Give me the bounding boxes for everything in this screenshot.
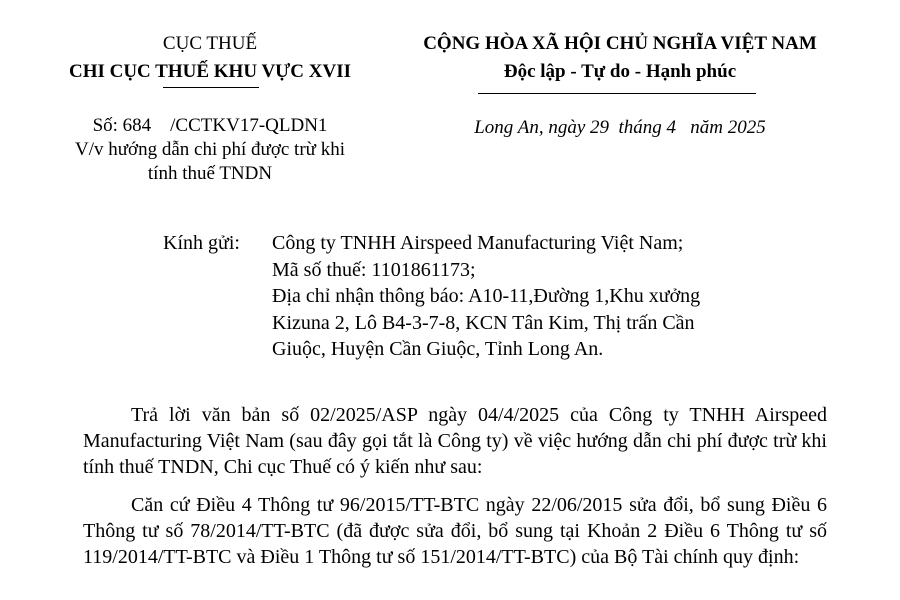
document-number: Số: 684 /CCTKV17-QLDN1 <box>92 115 328 136</box>
document-subject-line-1: V/v hướng dẫn chi phí được trừ khi <box>75 139 345 160</box>
national-header <box>385 30 855 86</box>
document-date: Long An, ngày 29 tháng 4 năm 2025 <box>474 117 766 138</box>
paragraph-2-text: Căn cứ Điều 4 Thông tư 96/2015/TT-BTC ngày 22/06/2015 sửa đổi, bổ sung Điều 6 Thông tư số 78/2014/TT-BTC (đã được sửa đổi, bổ sung tại Khoản 2 Điều 6 Thông tư số 119/2014/TT-BTC và Điều 1 Thông tư số 151/2014/TT-BTC) của Bộ Tài chính quy định: <box>83 494 827 568</box>
recipient-label: Kính gửi: <box>163 232 240 254</box>
document-subject-line-2: tính thuế TNDN <box>147 163 273 184</box>
national-motto: Độc lập - Tự do - Hạnh phúc <box>503 61 737 82</box>
body-paragraph-2 <box>83 492 827 570</box>
recipient-line: Kizuna 2, Lô B4-3-7-8, KCN Tân Kim, Thị trấn Cần <box>272 311 695 334</box>
issuer-header <box>20 30 400 86</box>
recipient-block <box>272 230 832 363</box>
issuer-agency: CHI CỤC THUẾ KHU VỰC XVII <box>68 61 352 82</box>
paragraph-1-text: Trả lời văn bản số 02/2025/ASP ngày 04/4/2025 của Công ty TNHH Airspeed Manufacturing Việt Nam (sau đây gọi tắt là Công ty) về việc hướng dẫn chi phí được trừ khi tính thuế TNDN, Chi cục Thuế có ý kiến như sau: <box>83 404 827 478</box>
country-name: CỘNG HÒA XÃ HỘI CHỦ NGHĨA VIỆT NAM <box>423 33 817 54</box>
motto-underline <box>478 93 756 94</box>
recipient-line: Công ty TNHH Airspeed Manufacturing Việt Nam; <box>272 232 684 254</box>
issuer-underline <box>163 87 259 88</box>
body-paragraph-1 <box>83 402 827 480</box>
recipient-line: Giuộc, Huyện Cần Giuộc, Tỉnh Long An. <box>272 338 604 360</box>
issuer-parent-agency: CỤC THUẾ <box>162 33 258 54</box>
recipient-line: Mã số thuế: 1101861173; <box>272 258 476 281</box>
document-reference <box>20 114 400 186</box>
recipient-line: Địa chỉ nhận thông báo: A10-11,Đường 1,Khu xưởng <box>272 285 701 307</box>
